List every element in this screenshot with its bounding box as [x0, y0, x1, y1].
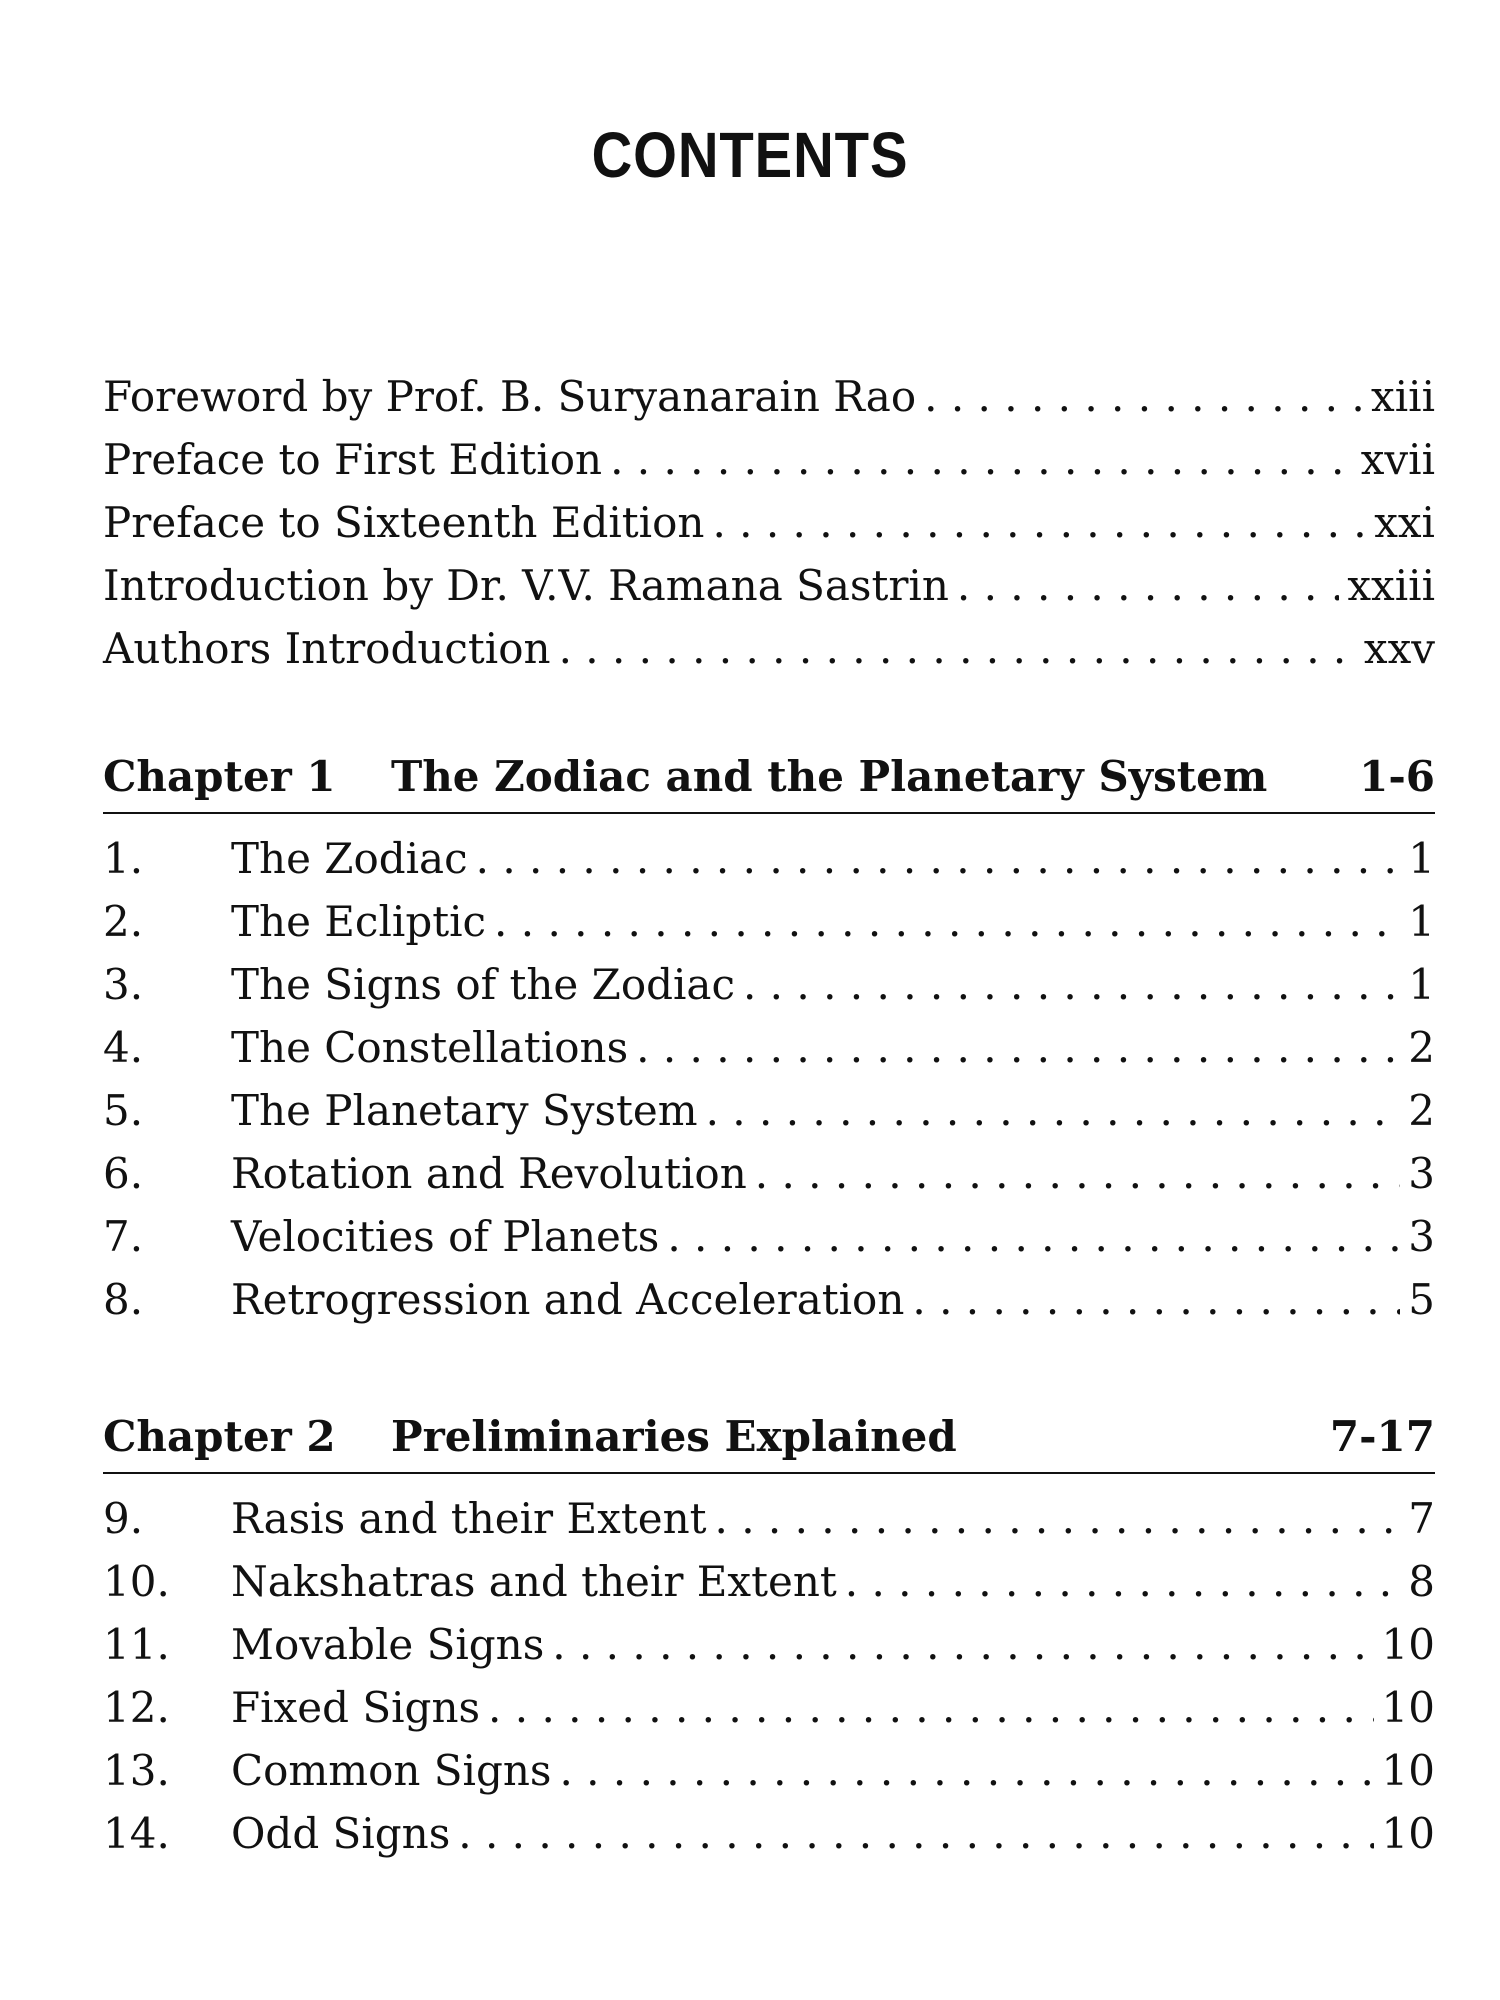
toc-entry-number: 11.	[103, 1620, 170, 1669]
toc-entry-label: Introduction by Dr. V.V. Ramana Sastrin	[103, 561, 949, 610]
toc-entry-page: 10	[1381, 1683, 1435, 1732]
toc-entry[interactable]	[103, 1746, 1435, 1809]
chapter-title: Preliminaries Explained	[391, 1412, 957, 1461]
toc-entry-number: 10.	[103, 1557, 170, 1606]
leader-dots	[494, 897, 1400, 946]
toc-entry[interactable]	[103, 1212, 1435, 1275]
leader-dots	[559, 1746, 1373, 1795]
leader-dots	[715, 1494, 1401, 1543]
leader-dots	[552, 1620, 1373, 1669]
toc-entry[interactable]	[103, 372, 1435, 435]
toc-entry[interactable]	[103, 1023, 1435, 1086]
toc-entry-page: 3	[1408, 1212, 1435, 1261]
toc-entry-label: The Constellations	[231, 1023, 629, 1072]
toc-entry-label: Velocities of Planets	[231, 1212, 660, 1261]
leader-dots	[610, 435, 1353, 484]
toc-entry[interactable]	[103, 1557, 1435, 1620]
toc-entry-number: 13.	[103, 1746, 170, 1795]
toc-entry-label: Common Signs	[231, 1746, 552, 1795]
leader-dots	[458, 1809, 1373, 1858]
toc-entry-page: 1	[1408, 897, 1435, 946]
chapter-heading[interactable]	[103, 1412, 1435, 1474]
toc-entry-page: 10	[1381, 1746, 1435, 1795]
toc-entry[interactable]	[103, 897, 1435, 960]
toc-entry-page: 1	[1408, 960, 1435, 1009]
toc-entry-page: 1	[1408, 834, 1435, 883]
toc-entry-page: 2	[1408, 1086, 1435, 1135]
toc-entry[interactable]	[103, 561, 1435, 624]
chapter-number: Chapter 2	[103, 1412, 336, 1461]
toc-entry-page: 2	[1408, 1023, 1435, 1072]
toc-entry-label: Authors Introduction	[103, 624, 551, 673]
toc-entry[interactable]	[103, 435, 1435, 498]
chapter-2-section	[103, 1412, 1435, 1872]
toc-entry-number: 8.	[103, 1275, 144, 1324]
toc-entry[interactable]	[103, 960, 1435, 1023]
toc-entry-label: Preface to Sixteenth Edition	[103, 498, 705, 547]
front-matter-list	[103, 372, 1435, 687]
leader-dots	[476, 834, 1401, 883]
leader-dots	[755, 1149, 1400, 1198]
toc-entry-label: The Planetary System	[231, 1086, 698, 1135]
toc-entry-number: 1.	[103, 834, 144, 883]
toc-entry-label: Odd Signs	[231, 1809, 451, 1858]
leader-dots	[488, 1683, 1374, 1732]
leader-dots	[706, 1086, 1401, 1135]
leader-dots	[559, 624, 1356, 673]
leader-dots	[667, 1212, 1400, 1261]
toc-entry[interactable]	[103, 1683, 1435, 1746]
leader-dots	[712, 498, 1366, 547]
leader-dots	[845, 1557, 1401, 1606]
toc-entry-page: xiii	[1371, 372, 1435, 421]
toc-entry[interactable]	[103, 1809, 1435, 1872]
leader-dots	[743, 960, 1400, 1009]
toc-entry-number: 12.	[103, 1683, 170, 1732]
toc-entry-page: 5	[1408, 1275, 1435, 1324]
toc-entry-number: 9.	[103, 1494, 144, 1543]
toc-entry-page: 7	[1408, 1494, 1435, 1543]
toc-entry[interactable]	[103, 1149, 1435, 1212]
toc-entry-label: Movable Signs	[231, 1620, 545, 1669]
toc-entry-page: 8	[1408, 1557, 1435, 1606]
page-title: CONTENTS	[591, 119, 909, 191]
toc-entry-label: Fixed Signs	[231, 1683, 481, 1732]
leader-dots	[957, 561, 1339, 610]
chapter-heading[interactable]	[103, 752, 1435, 814]
toc-entry-page: xvii	[1360, 435, 1435, 484]
toc-entry-label: The Ecliptic	[231, 897, 487, 946]
toc-entry[interactable]	[103, 1494, 1435, 1557]
leader-dots	[636, 1023, 1400, 1072]
toc-entry[interactable]	[103, 498, 1435, 561]
toc-entry-page: 10	[1381, 1809, 1435, 1858]
toc-entry-number: 7.	[103, 1212, 144, 1261]
leader-dots	[924, 372, 1363, 421]
toc-entry-number: 14.	[103, 1809, 170, 1858]
toc-entry-number: 2.	[103, 897, 144, 946]
chapter-number: Chapter 1	[103, 752, 336, 801]
toc-entry-label: The Zodiac	[231, 834, 468, 883]
toc-entry-page: 3	[1408, 1149, 1435, 1198]
toc-entry-page: 10	[1381, 1620, 1435, 1669]
toc-entry[interactable]	[103, 1086, 1435, 1149]
leader-dots	[912, 1275, 1400, 1324]
toc-entry[interactable]	[103, 834, 1435, 897]
toc-entry-label: Foreword by Prof. B. Suryanarain Rao	[103, 372, 917, 421]
toc-entry-label: Rotation and Revolution	[231, 1149, 747, 1198]
toc-entry[interactable]	[103, 1620, 1435, 1683]
toc-entry-page: xxi	[1374, 498, 1435, 547]
toc-entry-number: 5.	[103, 1086, 144, 1135]
toc-entry-label: Retrogression and Acceleration	[231, 1275, 905, 1324]
toc-entry-page: xxv	[1363, 624, 1435, 673]
toc-entry-number: 4.	[103, 1023, 144, 1072]
chapter-1-section	[103, 752, 1435, 1338]
chapter-pages: 7-17	[1329, 1412, 1435, 1461]
toc-entry-label: Rasis and their Extent	[231, 1494, 707, 1543]
toc-entry-label: The Signs of the Zodiac	[231, 960, 735, 1009]
toc-entry-label: Nakshatras and their Extent	[231, 1557, 837, 1606]
toc-entry-number: 3.	[103, 960, 144, 1009]
toc-entry-page: xxiii	[1347, 561, 1435, 610]
toc-entry-number: 6.	[103, 1149, 144, 1198]
toc-entry[interactable]	[103, 624, 1435, 687]
chapter-pages: 1-6	[1359, 752, 1435, 801]
toc-entry-label: Preface to First Edition	[103, 435, 603, 484]
toc-entry[interactable]	[103, 1275, 1435, 1338]
chapter-title: The Zodiac and the Planetary System	[391, 752, 1268, 801]
